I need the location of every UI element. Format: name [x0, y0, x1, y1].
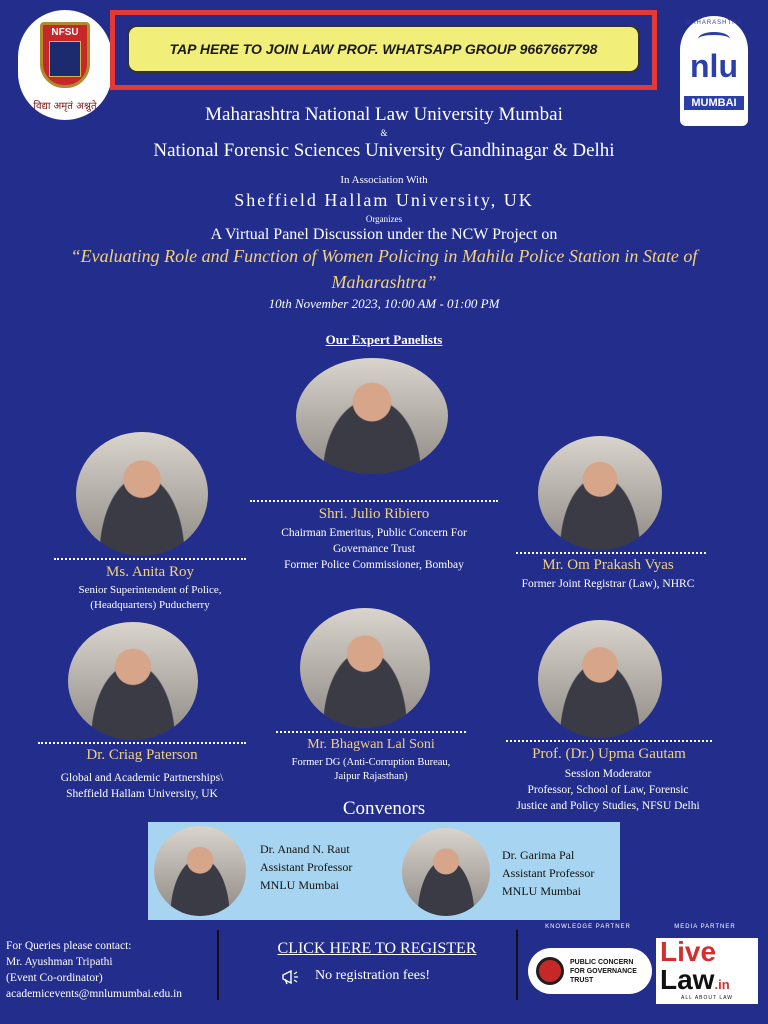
pcgt-logo — [528, 948, 652, 994]
megaphone-icon — [280, 967, 300, 987]
raut-org: MNLU Mumbai — [260, 878, 339, 892]
ribiero-desc-3: Former Police Commissioner, Bombay — [284, 559, 464, 571]
organizes-label: Organizes — [365, 214, 403, 224]
vyas-name: Mr. Om Prakash Vyas — [542, 557, 674, 573]
livelaw-logo — [656, 938, 758, 1004]
soni-name: Mr. Bhagwan Lal Soni — [307, 737, 435, 752]
gautam-name: Prof. (Dr.) Upma Gautam — [532, 746, 686, 762]
vyas-desc-1: Former Joint Registrar (Law), NHRC — [521, 578, 695, 590]
ribiero-photo — [296, 358, 448, 474]
coordinator-role: (Event Co-ordinator) — [6, 972, 103, 984]
pal-name: Dr. Garima Pal — [502, 848, 575, 862]
register-link[interactable]: CLICK HERE TO REGISTER — [277, 940, 477, 957]
ribiero-divider — [250, 500, 498, 502]
convenors-panel — [148, 822, 620, 920]
knowledge-partner-label: KNOWLEDGE PARTNER — [545, 924, 631, 930]
association-label: In Association With — [340, 174, 428, 186]
raut-role: Assistant Professor — [260, 860, 353, 874]
pal-photo — [402, 828, 490, 916]
university-2: National Forensic Sciences University Gandhinagar & Delhi — [153, 140, 615, 161]
contact-email[interactable]: academicevents@mnlumumbai.edu.in — [6, 988, 183, 1000]
gautam-divider — [506, 740, 712, 742]
nfsu-shield — [40, 22, 90, 88]
paterson-desc-2: Sheffield Hallam University, UK — [66, 788, 218, 800]
event-datetime: 10th November 2023, 10:00 AM - 01:00 PM — [268, 296, 500, 311]
gautam-photo — [538, 620, 662, 738]
gautam-desc-1: Session Moderator — [564, 768, 652, 780]
fees-text: No registration fees! — [315, 968, 431, 983]
gautam-desc-2: Professor, School of Law, Forensic — [527, 784, 689, 796]
convenors-heading: Convenors — [342, 798, 426, 819]
soni-desc-2: Jaipur Rajasthan) — [334, 771, 408, 782]
event-title-line1: “Evaluating Role and Function of Women Policing in Mahila Police Station in State of — [70, 246, 698, 266]
paterson-divider — [38, 742, 246, 744]
nfsu-motto: विद्या अमृतं अश्नुते — [33, 101, 97, 112]
panel-heading: Our Expert Panelists — [325, 332, 443, 347]
paterson-name: Dr. Criag Paterson — [86, 747, 198, 763]
book-icon — [698, 32, 730, 46]
university-1: Maharashtra National Law University Mumbai — [205, 104, 563, 125]
whatsapp-banner-button[interactable] — [127, 25, 640, 73]
gautam-desc-3: Justice and Policy Studies, NFSU Delhi — [516, 800, 700, 812]
whatsapp-banner-text: TAP HERE TO JOIN LAW PROF. WHATSAPP GROUP 9667667798 — [169, 41, 598, 57]
event-type: A Virtual Panel Discussion under the NCW Project on — [210, 226, 558, 243]
queries-label: For Queries please contact: — [6, 940, 132, 952]
university-3: Sheffield Hallam University, UK — [234, 190, 534, 210]
paterson-photo — [68, 622, 198, 740]
queries-block — [6, 938, 212, 1002]
pal-org: MNLU Mumbai — [502, 884, 581, 898]
nfsu-shield-inner-icon — [49, 41, 81, 77]
nfsu-label: NFSU — [51, 27, 79, 38]
vyas-photo — [538, 436, 662, 550]
whatsapp-banner[interactable] — [110, 10, 657, 90]
roy-desc-1: Senior Superintendent of Police, — [78, 584, 222, 596]
mnlu-main-text: nlu — [690, 48, 738, 84]
pcgt-emblem-icon — [536, 957, 564, 985]
raut-photo — [154, 826, 246, 916]
roy-divider — [54, 558, 246, 560]
soni-desc-1: Former DG (Anti-Corruption Bureau, — [291, 757, 451, 768]
raut-name: Dr. Anand N. Raut — [260, 842, 350, 856]
pcgt-name: PUBLIC CONCERN FOR GOVERNANCE TRUST — [570, 958, 637, 984]
media-partner-label: MEDIA PARTNER — [674, 924, 736, 930]
ribiero-name: Shri. Julio Ribiero — [318, 506, 430, 522]
footer-divider-left — [217, 930, 219, 1000]
coordinator-name: Mr. Ayushman Tripathi — [6, 956, 113, 968]
roy-desc-2: (Headquarters) Puducherry — [90, 599, 210, 611]
mnlu-top-text: MAHARASHTRA — [685, 20, 743, 26]
vyas-divider — [516, 552, 706, 554]
livelaw-bottom-word: Law — [660, 964, 715, 995]
paterson-desc-1: Global and Academic Partnerships\ — [60, 772, 224, 784]
event-title-line2: Maharashtra” — [331, 272, 437, 292]
ampersand: & — [380, 128, 388, 138]
livelaw-tag: ALL ABOUT LAW — [681, 995, 733, 1001]
ribiero-desc-2: Governance Trust — [332, 543, 416, 555]
roy-photo — [76, 432, 208, 556]
livelaw-in: .in — [714, 977, 730, 992]
soni-photo — [300, 608, 430, 728]
pal-role: Assistant Professor — [502, 866, 595, 880]
mnlu-city-text: MUMBAI — [684, 96, 744, 110]
ribiero-desc-1: Chairman Emeritus, Public Concern For — [281, 527, 467, 539]
roy-name: Ms. Anita Roy — [106, 564, 194, 580]
soni-divider — [276, 731, 466, 733]
livelaw-top: Live — [660, 936, 717, 967]
